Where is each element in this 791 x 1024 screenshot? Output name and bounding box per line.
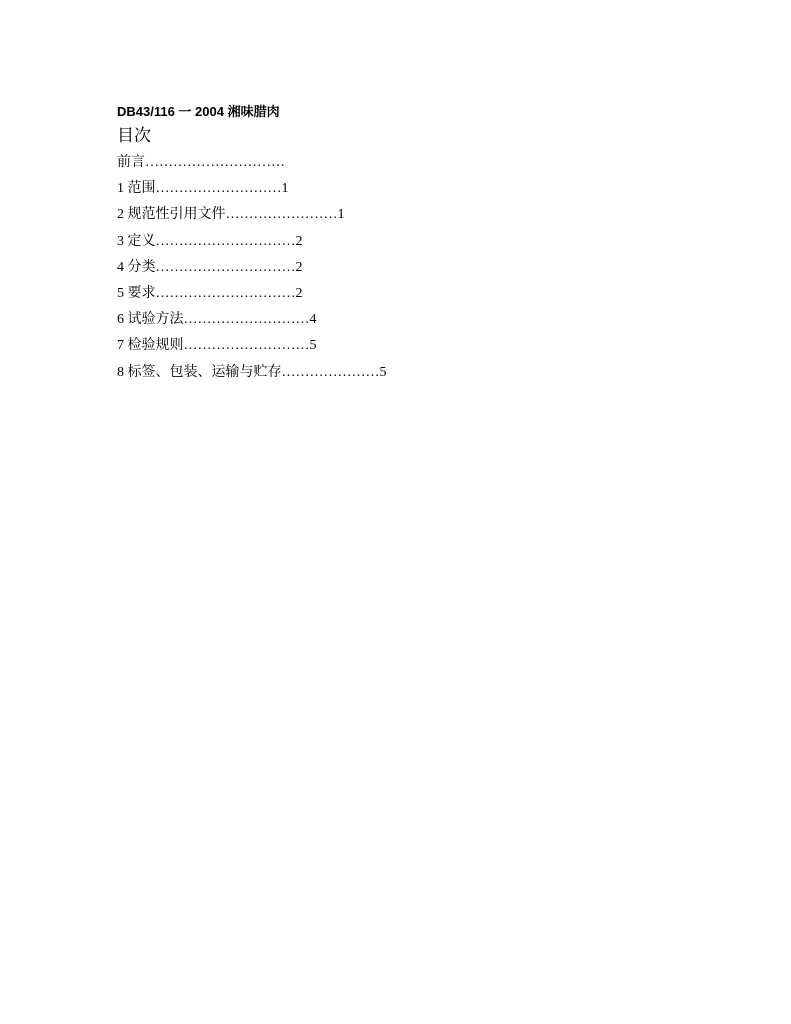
toc-entry-inspection-rules: 7 检验规则………………………5: [117, 338, 317, 354]
toc-entry-requirements: 5 要求…………………………2: [117, 285, 303, 301]
toc-entry-classification: 4 分类…………………………2: [117, 259, 303, 275]
toc-entry-normative-references: 2 规范性引用文件……………………1: [117, 207, 345, 223]
toc-entry-scope: 1 范围………………………1: [117, 181, 289, 197]
toc-entry-definitions: 3 定义…………………………2: [117, 233, 303, 249]
toc-entry-test-methods: 6 试验方法………………………4: [117, 312, 317, 328]
toc-entry-preface: 前言…………………………: [117, 155, 285, 170]
standard-header: DB43/116 一 2004 湘味腊肉: [117, 104, 280, 119]
toc-title: 目次: [117, 126, 151, 146]
toc-list: [117, 150, 387, 386]
toc-entry-labeling-packaging: 8 标签、包装、运输与贮存…………………5: [117, 364, 387, 380]
